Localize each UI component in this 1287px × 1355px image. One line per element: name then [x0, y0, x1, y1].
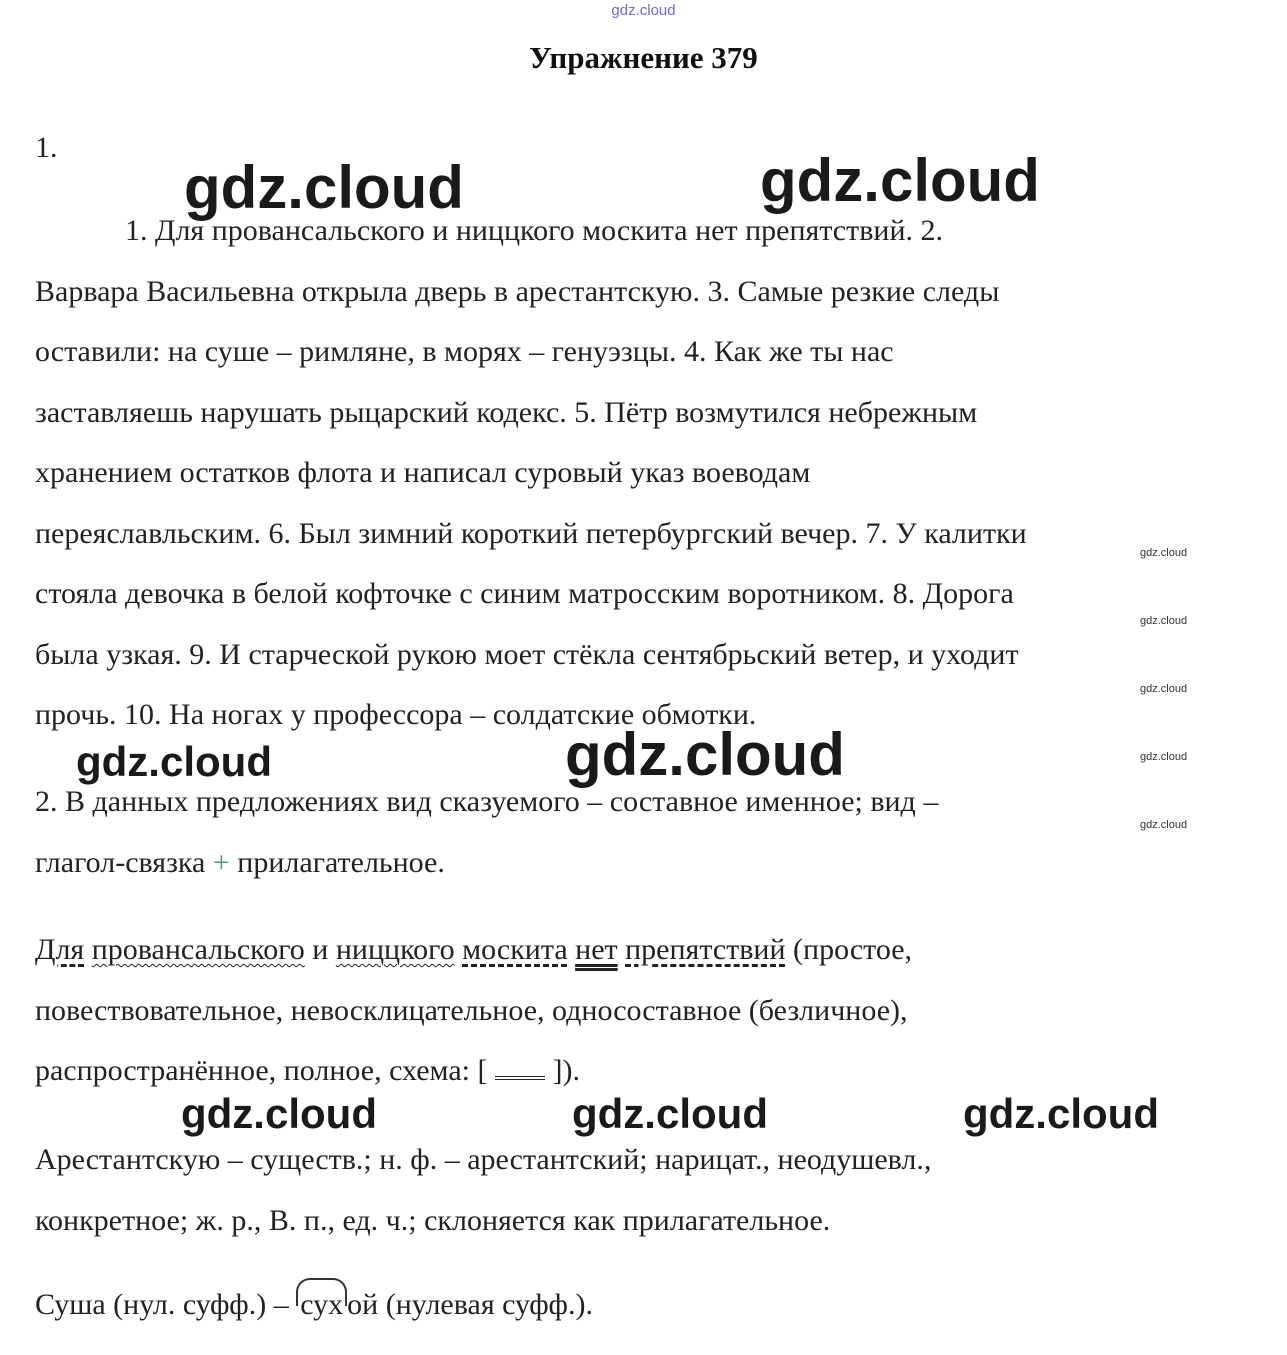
watermark: gdz.cloud [760, 147, 1040, 214]
small-watermark: gdz.cloud [1140, 615, 1188, 627]
watermark: gdz.cloud [181, 1090, 377, 1137]
watermark: gdz.cloud [76, 738, 272, 785]
watermark: gdz.cloud [963, 1090, 1159, 1137]
small-watermark: gdz.cloud [1140, 819, 1188, 831]
small-watermark: gdz.cloud [1140, 683, 1188, 695]
page-title: Упражнение 379 [529, 40, 758, 75]
watermark: gdz.cloud [572, 1090, 768, 1137]
section-1-sentences [35, 201, 1225, 746]
small-watermark: gdz.cloud [1140, 547, 1188, 559]
word-dla: Для [35, 933, 85, 966]
section-2-line-1: 2. В данных предложениях вид сказуемого – составное именное; вид – [35, 785, 939, 818]
suffix-analysis [35, 1275, 593, 1336]
morphological-analysis [35, 1130, 931, 1251]
sentence-line: заставляешь нарушать рыцарский кодекс. 5. Пётр возмутился небрежным [35, 395, 978, 429]
plus-sign: + [212, 845, 230, 879]
word-moskita: москита [462, 933, 568, 966]
section-2-line-2: глагол-связка + прилагательное. [35, 845, 445, 879]
section-2-text [35, 772, 938, 893]
sentence-line: прочь. 10. На ногах у профессора – солдатские обмотки. [35, 698, 757, 731]
morph-line-1: Арестантскую – существ.; н. ф. – арестантский; нарицат., неодушевл., [35, 1143, 932, 1176]
parse-line-2: повествовательное, невосклицательное, односоставное (безличное), [35, 993, 908, 1027]
sentence-line: 1. Для провансальского и ниццкого москита нет препятствий. 2. [125, 214, 943, 247]
word-provansalskogo: провансальского [91, 933, 305, 966]
top-watermark: gdz.cloud [611, 2, 676, 19]
word-net: нет [575, 933, 618, 966]
sentence-line: хранением остатков флота и написал суровый указ воеводам [35, 456, 811, 489]
sentence-line: оставили: на суше – римляне, в морях – генуэзцы. 4. Как же ты нас [35, 335, 894, 368]
root-mark: сух [296, 1278, 347, 1306]
morph-line-2: конкретное; ж. р., В. п., ед. ч.; склоняется как прилагательное. [35, 1203, 831, 1237]
parsed-sentence-line: Для провансальского и ниццкого москита нет препятствий (простое, [35, 933, 913, 966]
sentence-line: была узкая. 9. И старческой рукою моет стёкла сентябрьский ветер, и уходит [35, 637, 1019, 671]
word-i: и [312, 933, 329, 966]
sentence-line: стояла девочка в белой кофточке с синим матросским воротником. 8. Дорога [35, 577, 1014, 610]
sentence-line: переяславльским. 6. Был зимний короткий петербургский вечер. 7. У калитки [35, 516, 1027, 550]
watermark: gdz.cloud [565, 721, 845, 788]
section-1-number: 1. [35, 131, 58, 164]
sentence-parse [35, 920, 912, 1102]
watermark: gdz.cloud [184, 154, 464, 221]
scheme-predicate-blank [495, 1052, 545, 1080]
parse-line-3: распространённое, полное, схема: [ ]). [35, 1054, 580, 1087]
word-nitstskogo: ниццкого [335, 933, 455, 966]
word-prepyatstviy: препятствий [625, 933, 786, 966]
suffix-line: Суша (нул. суфф.) – сух ой (нулевая суфф.). [35, 1275, 593, 1336]
small-watermark: gdz.cloud [1140, 751, 1188, 763]
sentence-line: Варвара Васильевна открыла дверь в арестантскую. 3. Самые резкие следы [35, 274, 1000, 308]
